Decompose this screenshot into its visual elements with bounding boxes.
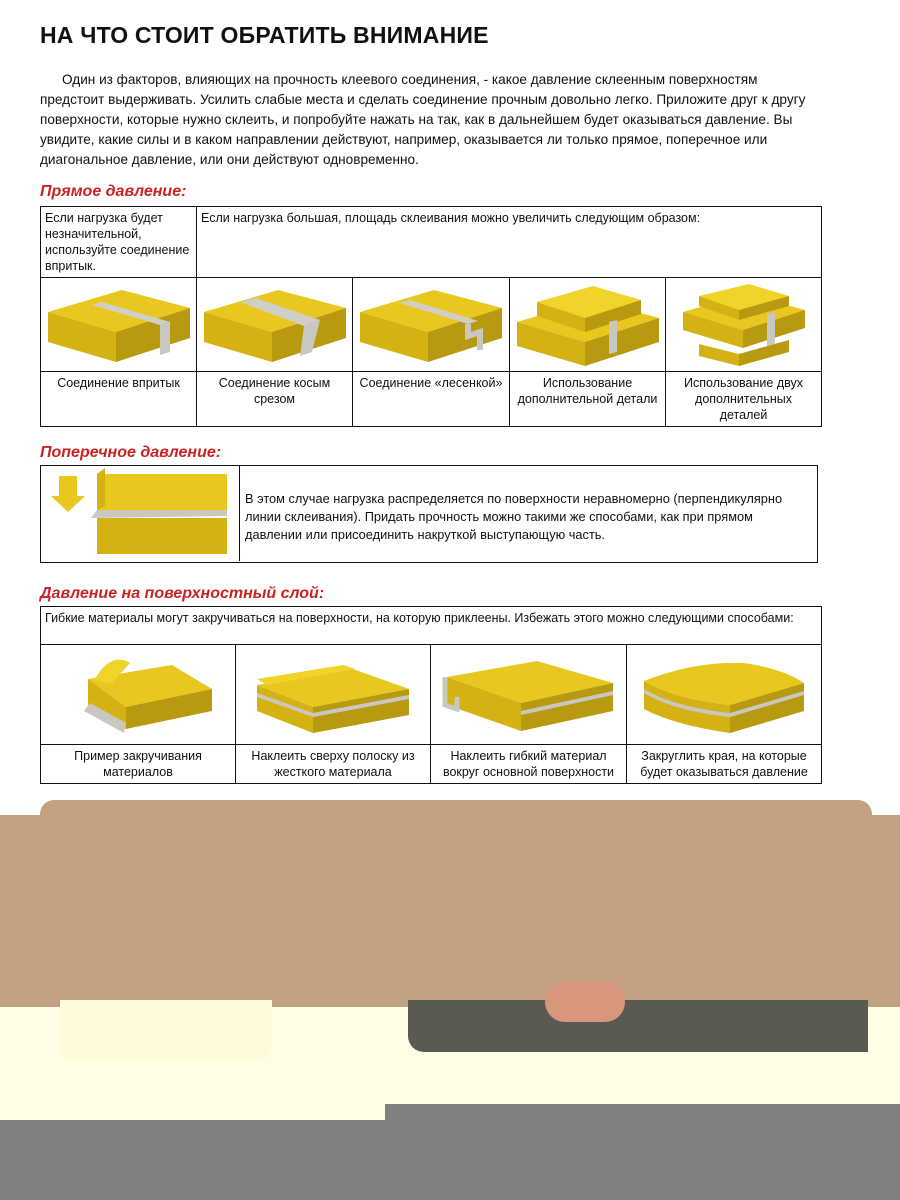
hand-fragment xyxy=(545,982,625,1022)
direct-heading: Прямое давление: xyxy=(40,183,187,200)
small-load-cell xyxy=(41,207,197,278)
gray-band xyxy=(0,1120,900,1200)
caption-extra-part: Использование дополнительной детали xyxy=(510,372,666,427)
big-load-text: Если нагрузка большая, площадь склеивания можно увеличить следующим образом: xyxy=(201,211,701,225)
caption-step: Соединение «лесенкой» xyxy=(353,372,510,427)
intro-paragraph: Один из факторов, влияющих на прочность клеевого соединения, - какое давление склеенным поверхностям предстоит выдерживать. Усилить слабые места и сделать соединение прочным довольно легко. Приложите друг к другу поверхности, которые нужно склеить, и попробуйте нажать на так, как в дальнейшем будет оказываться давление. Вы увидите, какие силы и в каком направлении действуют, например, оказывается ли только прямое, поперечное или диагональное давление, или они действуют одновременно. xyxy=(40,72,806,167)
photo-fragment xyxy=(408,1000,868,1052)
surface-intro-cell xyxy=(41,607,822,645)
butt-joint-illustration xyxy=(41,278,197,372)
cross-heading: Поперечное давление: xyxy=(40,444,222,461)
direct-table xyxy=(40,206,822,427)
cross-text: В этом случае нагрузка распределяется по поверхности неравномерно (перпендикулярно линии склеивания). Придать прочность можно такими же способами, как при прямом давлении или присоединить накруткой выступающую часть. xyxy=(245,491,783,542)
caption-wrap-around: Наклеить гибкий материал вокруг основной поверхности xyxy=(431,745,627,784)
caption-rigid-strip: Наклеить сверху полоску из жесткого материала xyxy=(236,745,431,784)
caption-butt: Соединение впритык xyxy=(41,372,197,427)
surface-heading: Давление на поверхностный слой: xyxy=(40,585,325,602)
cream-box xyxy=(60,1000,272,1060)
big-load-cell xyxy=(197,207,822,278)
caption-curl-example: Пример закручивания материалов xyxy=(41,745,236,784)
page-title: НА ЧТО СТОИТ ОБРАТИТЬ ВНИМАНИЕ xyxy=(40,22,489,48)
cropped-panel xyxy=(0,815,900,1007)
caption-two-extra-parts: Использование двух дополнительных деталей xyxy=(666,372,822,427)
surface-table xyxy=(40,606,822,784)
bevel-joint-illustration xyxy=(197,278,353,372)
cross-illustration xyxy=(41,466,240,561)
surface-text: Гибкие материалы могут закручиваться на поверхности, на которую приклеены. Избежать этого можно следующими способами: xyxy=(45,611,794,625)
curl-example-illustration xyxy=(41,645,236,745)
wrap-around-illustration xyxy=(431,645,627,745)
extra-part-illustration xyxy=(510,278,666,372)
cross-box xyxy=(40,465,818,563)
rigid-strip-illustration xyxy=(236,645,431,745)
rounded-edges-illustration xyxy=(627,645,822,745)
caption-bevel: Соединение косым срезом xyxy=(197,372,353,427)
caption-rounded-edges: Закруглить края, на которые будет оказываться давление xyxy=(627,745,822,784)
step-joint-illustration xyxy=(353,278,510,372)
small-load-text: Если нагрузка будет незначительной, используйте соединение впритык. xyxy=(45,211,190,273)
two-extra-parts-illustration xyxy=(666,278,822,372)
arrow-down-icon xyxy=(59,476,77,498)
